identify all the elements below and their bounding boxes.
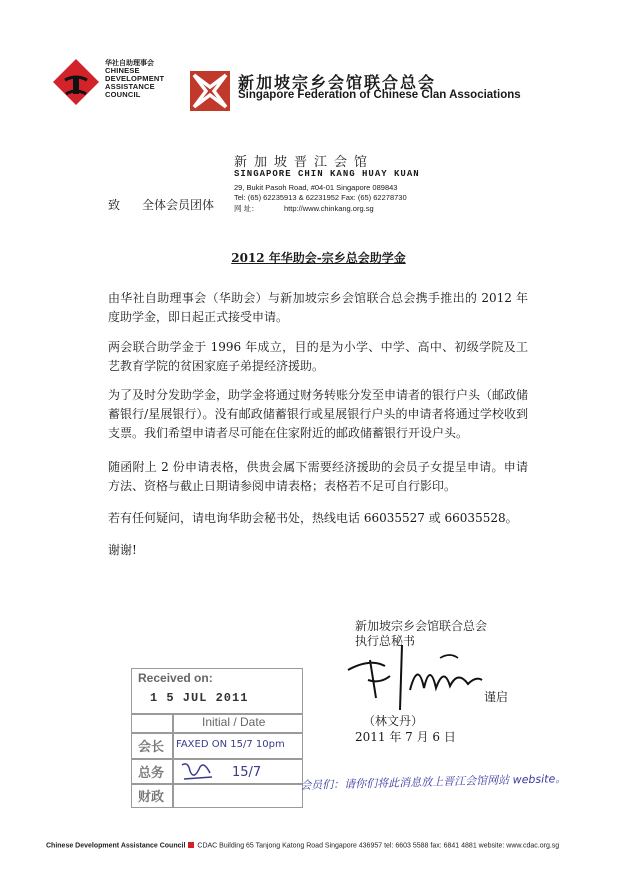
signature-date: 2011 年 7 月 6 日 xyxy=(355,730,456,744)
stamp-row-label: 会长 xyxy=(138,740,165,755)
stamp-divider xyxy=(172,713,174,807)
sfcca-name-en: Singapore Federation of Chinese Clan Associations xyxy=(238,89,521,101)
document-title xyxy=(0,249,637,266)
cdac-name-en-line: ASSISTANCE xyxy=(105,82,155,92)
handwritten-note: 会员们：请你们将此消息放上晋江会馆网站 website。 xyxy=(300,772,567,792)
clan-address: 29, Bukit Pasoh Road, #04-01 Singapore 089843 xyxy=(234,183,398,192)
stamp-received-date: 1 5 JUL 2011 xyxy=(150,691,249,705)
sfcca-name-cn: 新加坡宗乡会馆联合总会 xyxy=(238,73,437,92)
signature-org: 新加坡宗乡会馆联合总会 xyxy=(355,619,488,633)
stamp-divider xyxy=(132,783,302,785)
body-paragraph: 两会联合助学金于 1996 年成立，目的是为小学、中学、高中、初级学院及工艺教育学院的贫困家庭子弟提经济援助。 xyxy=(108,340,528,373)
footer xyxy=(46,842,559,850)
stamp-row-handwriting: 15/7 xyxy=(232,765,262,780)
body-paragraph: 随函附上 2 份申请表格，供贵会属下需要经济援助的会员子女提呈申请。申请方法、资格与截止日期请参阅申请表格；表格若不足可自行影印。 xyxy=(108,460,528,493)
stamp-divider xyxy=(132,732,302,734)
signature-honorific: 谨启 xyxy=(484,690,509,704)
footer-address: CDAC Building 65 Tanjong Katong Road Singapore 436957 tel: 6603 5588 fax: 6841 4881 website: www.cdac.org.sg xyxy=(197,842,560,850)
handwritten-signature-icon xyxy=(340,640,490,710)
sfcca-logo-icon xyxy=(190,71,230,111)
clan-name-en: SINGAPORE CHIN KANG HUAY KUAN xyxy=(234,169,420,179)
cdac-name-cn: 华社自助理事会 xyxy=(105,60,154,67)
closing-thanks: 谢谢! xyxy=(108,543,137,557)
clan-website xyxy=(234,203,374,214)
cdac-name-en-line: CHINESE xyxy=(105,66,140,76)
document-title-text: 2012 年华助会-宗乡总会助学金 xyxy=(231,251,406,265)
body-paragraph: 为了及时分发助学金，助学金将通过财务转账分发至申请者的银行户头（邮政储蓄银行/星展银行）。没有邮政储蓄银行或星展银行户头的申请者将通过学校收到支票。我们希望申请者尽可能在住家附近的邮政储蓄银行开设户头。 xyxy=(108,388,529,440)
clan-website-url: http://www.chinkang.org.sg xyxy=(284,204,374,213)
cdac-name-en-line: DEVELOPMENT xyxy=(105,74,165,84)
addressee-label: 致 xyxy=(108,198,121,212)
cdac-logo-icon xyxy=(52,58,100,106)
clan-tel-fax: Tel: (65) 62235913 & 62231952 Fax: (65) 62278730 xyxy=(234,193,407,202)
signature-role: 执行总秘书 xyxy=(355,634,416,648)
initial-scribble-icon xyxy=(180,759,216,783)
body-paragraph: 由华社自助理事会（华助会）与新加坡宗乡会馆联合总会携手推出的 2012 年度助学金，即日起正式接受申请。 xyxy=(108,291,528,324)
clan-website-label: 网 址： xyxy=(234,204,259,213)
clan-name-cn: 新加坡晋江会馆 xyxy=(234,155,375,170)
stamp-received-label: Received on: xyxy=(138,671,213,685)
cdac-name-en-line: COUNCIL xyxy=(105,89,141,99)
stamp-initial-date-label: Initial / Date xyxy=(202,715,266,729)
addressee-text: 全体会员团体 xyxy=(142,198,215,212)
stamp-row-label: 总务 xyxy=(138,766,165,781)
footer-square-icon xyxy=(188,842,194,848)
stamp-row-label: 财政 xyxy=(138,790,165,805)
stamp-divider xyxy=(132,758,302,760)
cdac-logo-text xyxy=(105,60,195,99)
received-stamp xyxy=(131,668,303,808)
signature-name: （林文丹） xyxy=(363,714,424,728)
footer-org: Chinese Development Assistance Council xyxy=(46,842,186,850)
body-paragraph: 若有任何疑问，请电询华助会秘书处，热线电话 66035527 或 66035528。 xyxy=(108,511,518,525)
stamp-row-handwriting: FAXED ON 15/7 10pm xyxy=(176,739,285,750)
